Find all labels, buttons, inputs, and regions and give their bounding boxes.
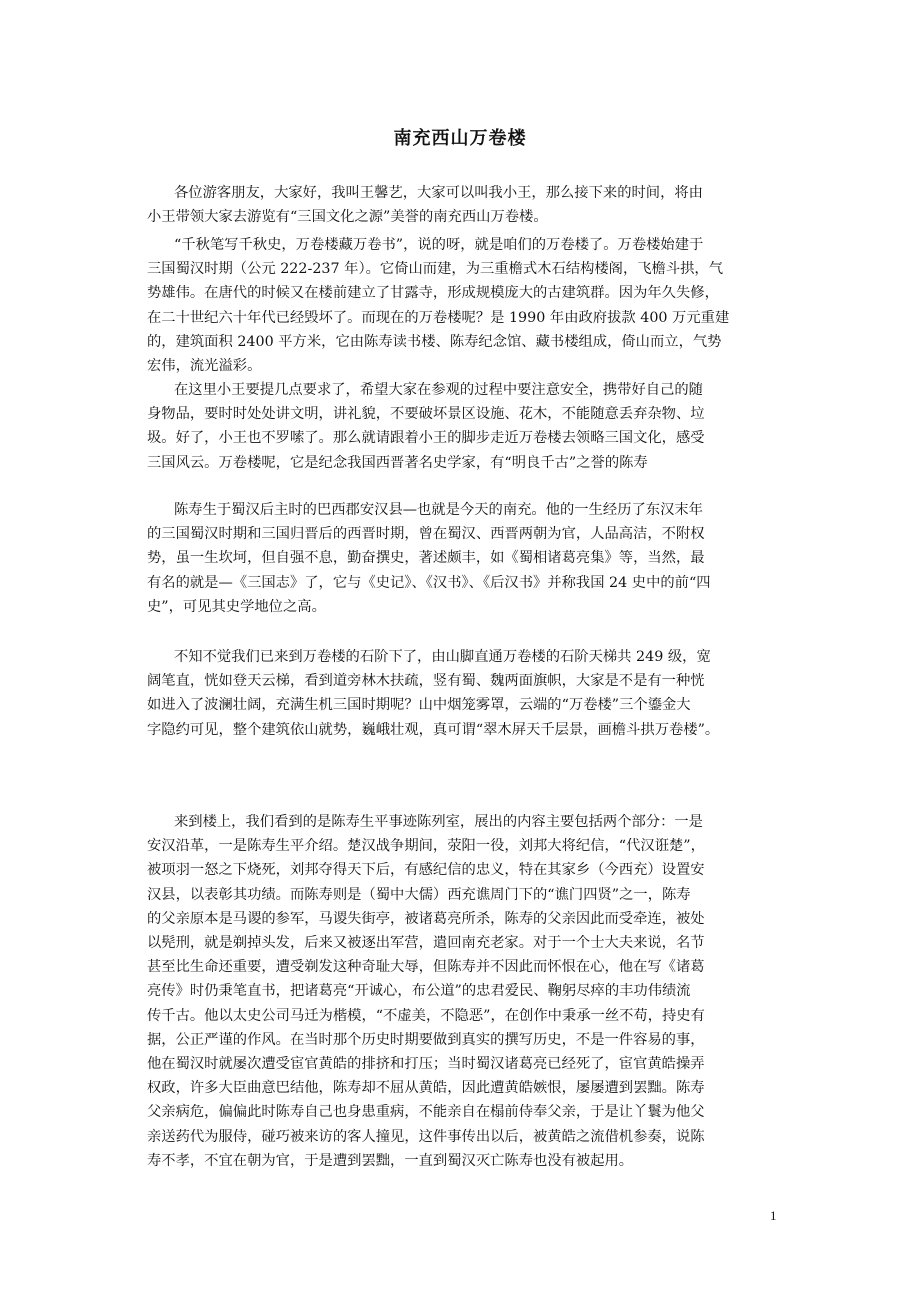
text-line: 亲送药代为服侍，碰巧被来访的客人撞见，这件事传出以后，被黄皓之流借机参奏，说陈 [147, 1128, 705, 1145]
text-line: 的，建筑面积 2400 平方米，它由陈寿读书楼、陈寿纪念馆、藏书楼组成，倚山而立，气势 [147, 333, 722, 350]
text-line: 阔笔直，恍如登天云梯，看到道旁林木扶疏，竖有蜀、魏两面旗帜，大家是不是有一种恍 [147, 673, 705, 690]
text-line: 在这里小王要提几点要求了，希望大家在参观的过程中要注意安全，携带好自己的随 [174, 382, 703, 398]
page-number: 1 [770, 1208, 777, 1223]
text-line: 在二十世纪六十年代已经毁坏了。而现在的万卷楼呢？是 1990 年由政府拔款 400 万元重建 [147, 309, 730, 326]
paragraph-intro [147, 181, 787, 229]
paragraph-chen-shou [147, 498, 787, 619]
text-line: 有名的就是—《三国志》了，它与《史记》、《汉书》、《后汉书》并称我国 24 史中的前“四 [147, 574, 711, 591]
text-line: 父亲病危，偏偏此时陈寿自己也身患重病，不能亲自在榻前侍奉父亲，于是让丫鬟为他父 [147, 1104, 705, 1121]
paragraph-requirements [147, 378, 787, 475]
text-line: 势雄伟。在唐代的时候又在楼前建立了甘露寺，形成规模庞大的古建筑群。因为年久失修， [147, 285, 719, 302]
text-line: 陈寿生于蜀汉后主时的巴西郡安汉县—也就是今天的南充。他的一生经历了东汉末年 [174, 502, 703, 518]
text-line: 小王带领大家去游览有“三国文化之源”美誉的南充西山万卷楼。 [147, 209, 548, 226]
text-line: 各位游客朋友，大家好，我叫王馨艺，大家可以叫我小王，那么接下来的时间，将由 [174, 185, 703, 201]
text-line: 传千古。他以太史公司马迁为楷模，“不虚美，不隐恶”，在创作中秉承一丝不苟，持史有 [147, 1007, 705, 1024]
text-line: 寿不孝，不宜在朝为官，于是遭到罢黜，一直到蜀汉灭亡陈寿也没有被起用。 [147, 1152, 634, 1169]
text-line: 史”，可见其史学地位之高。 [147, 598, 326, 615]
text-line: 三国蜀汉时期（公元 222-237 年）。它倚山而建，为三重檐式木石结构楼阁，飞檐斗拱，气 [147, 261, 724, 278]
text-line: 圾。好了，小王也不罗嗦了。那么就请跟着小王的脚步走近万卷楼去领略三国文化，感受 [147, 430, 705, 447]
paragraph-stone-steps [147, 645, 787, 742]
text-line: 三国风云。万卷楼呢，它是纪念我国西晋著名史学家，有“明良千古”之誉的陈寿 [147, 454, 648, 471]
text-line: 宏伟，流光溢彩。 [147, 358, 262, 375]
text-line: 亮传》时仍秉笔直书，把诸葛亮“开诚心，布公道”的忠君爱民、鞠躬尽瘁的丰功伟绩流 [147, 983, 691, 1000]
text-line: 以髡刑，就是剃掉头发，后来又被逐出军营，遣回南充老家。对于一个士大夫来说，名节 [147, 935, 705, 952]
text-line: 他在蜀汉时就屡次遭受宦官黄皓的排挤和打压；当时蜀汉诸葛亮已经死了，宦官黄皓操弄 [147, 1056, 705, 1073]
text-line: 的三国蜀汉时期和三国归晋后的西晋时期，曾在蜀汉、西晋两朝为官，人品高洁，不附权 [147, 526, 705, 543]
paragraph-exhibition [147, 810, 787, 1173]
text-line: 据，公正严谨的作风。在当时那个历史时期要做到真实的撰写历史，不是一件容易的事， [147, 1031, 705, 1048]
text-line: 来到楼上，我们看到的是陈寿生平事迹陈列室，展出的内容主要包括两个部分：一是 [174, 814, 703, 830]
text-line: 的父亲原本是马谡的参军，马谡失街亭，被诸葛亮所杀，陈寿的父亲因此而受牵连，被处 [147, 910, 705, 927]
text-line: 安汉沿革，一是陈寿生平介绍。楚汉战争期间，荥阳一役，刘邦大将纪信，“代汉诳楚”， [147, 838, 705, 855]
text-line: 字隐约可见，整个建筑依山就势，巍峨壮观，真可谓“翠木屏天千层景，画檐斗拱万卷楼”。 [147, 721, 720, 738]
paragraph-history [147, 233, 787, 378]
text-line: 势，虽一生坎坷，但自强不息，勤奋撰史，著述颇丰，如《蜀相诸葛亮集》等，当然，最 [147, 550, 705, 567]
text-line: 被项羽一怒之下烧死，刘邦夺得天下后，有感纪信的忠义，特在其家乡（今西充）设置安 [147, 862, 705, 879]
text-line: 汉县，以表彰其功绩。而陈寿则是（蜀中大儒）西充谯周门下的“谯门四贤”之一，陈寿 [147, 886, 691, 903]
text-line: 权政，许多大臣曲意巴结他，陈寿却不屈从黄皓，因此遭黄皓嫉恨，屡屡遭到罢黜。陈寿 [147, 1080, 705, 1097]
text-line: 不知不觉我们已来到万卷楼的石阶下了，由山脚直通万卷楼的石阶天梯共 249 级，宽 [174, 649, 711, 665]
text-line: 甚至比生命还重要，遭受剃发这种奇耻大辱，但陈寿并不因此而怀恨在心，他在写《诸葛 [147, 959, 705, 976]
text-line: 如进入了波澜壮阔，充满生机三国时期呢？山中烟笼雾罩，云端的“万卷楼”三个鎏金大 [147, 697, 691, 714]
page-title: 南充西山万卷楼 [393, 128, 527, 149]
text-line: 身物品，要时时处处讲文明，讲礼貌，不要破坏景区设施、花木，不能随意丢弃杂物、垃 [147, 406, 705, 423]
text-line: “千秋笔写千秋史，万卷楼藏万卷书”，说的呀，就是咱们的万卷楼了。万卷楼始建于 [174, 237, 704, 253]
